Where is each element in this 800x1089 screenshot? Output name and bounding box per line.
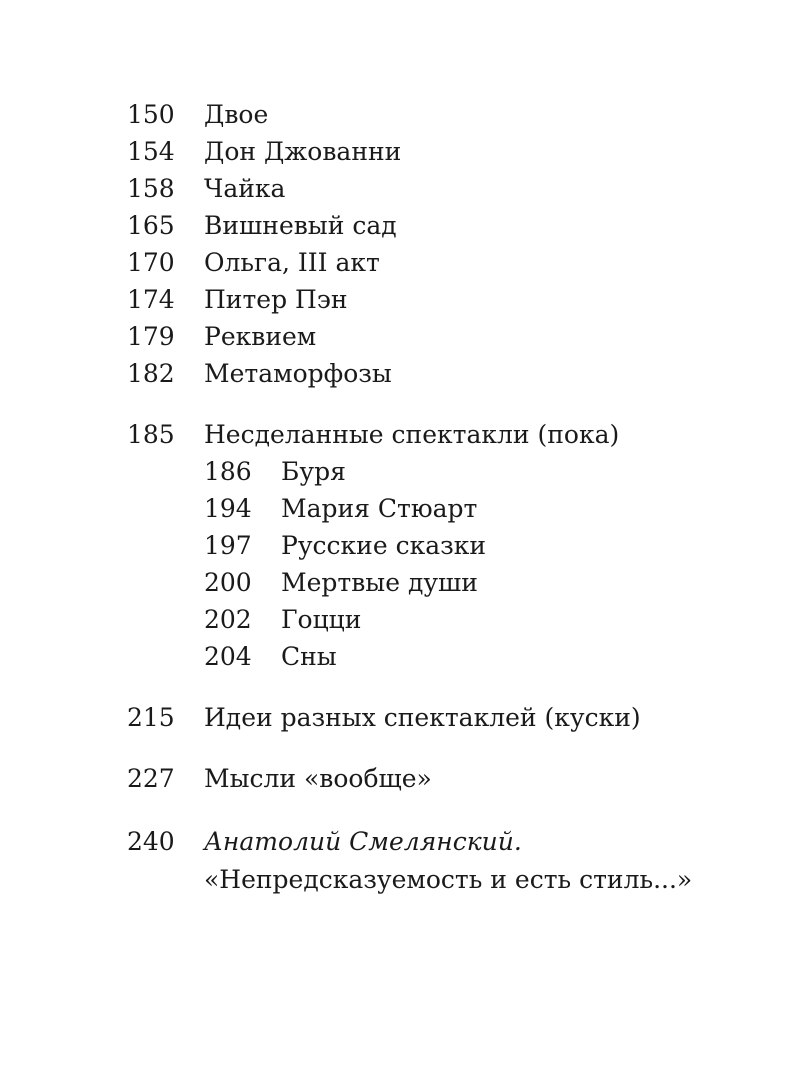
entry-title: Мысли «вообще» <box>204 764 432 793</box>
author-name: Анатолий Смелянский. <box>204 827 522 856</box>
page-number: 204 <box>204 642 252 671</box>
entry-title: Буря <box>281 457 346 486</box>
page-number: 202 <box>204 605 252 634</box>
page-number: 165 <box>127 211 175 240</box>
page-number: 179 <box>127 322 175 351</box>
page-number: 200 <box>204 568 252 597</box>
entry-title: Реквием <box>204 322 317 351</box>
entry-title: Вишневый сад <box>204 211 397 240</box>
entry-title: Метаморфозы <box>204 359 392 388</box>
page-number: 186 <box>204 457 252 486</box>
section-title: Несделанные спектакли (пока) <box>204 420 620 449</box>
page-number: 185 <box>127 420 175 449</box>
entry-title: Сны <box>281 642 337 671</box>
page-number: 170 <box>127 248 175 277</box>
entry-title: Русские сказки <box>281 531 487 560</box>
page-number: 182 <box>127 359 175 388</box>
entry-title: Мертвые души <box>281 568 478 597</box>
page-number: 215 <box>127 703 175 732</box>
page-number: 150 <box>127 100 175 129</box>
entry-title: Гоцци <box>281 605 362 634</box>
page-number: 174 <box>127 285 175 314</box>
entry-title: Идеи разных спектаклей (куски) <box>204 703 641 732</box>
entry-title: Питер Пэн <box>204 285 348 314</box>
entry-title: Ольга, III акт <box>204 248 380 277</box>
entry-title: Двое <box>204 100 269 129</box>
entry-title: «Непредсказуемость и есть стиль...» <box>204 865 693 894</box>
page-number: 197 <box>204 531 252 560</box>
page-number: 227 <box>127 764 175 793</box>
entry-title: Дон Джованни <box>204 137 402 166</box>
page-number: 240 <box>127 827 175 856</box>
page-number: 194 <box>204 494 252 523</box>
entry-title: Мария Стюарт <box>281 494 478 523</box>
page-number: 158 <box>127 174 175 203</box>
page-number: 154 <box>127 137 175 166</box>
entry-title: Чайка <box>204 174 286 203</box>
